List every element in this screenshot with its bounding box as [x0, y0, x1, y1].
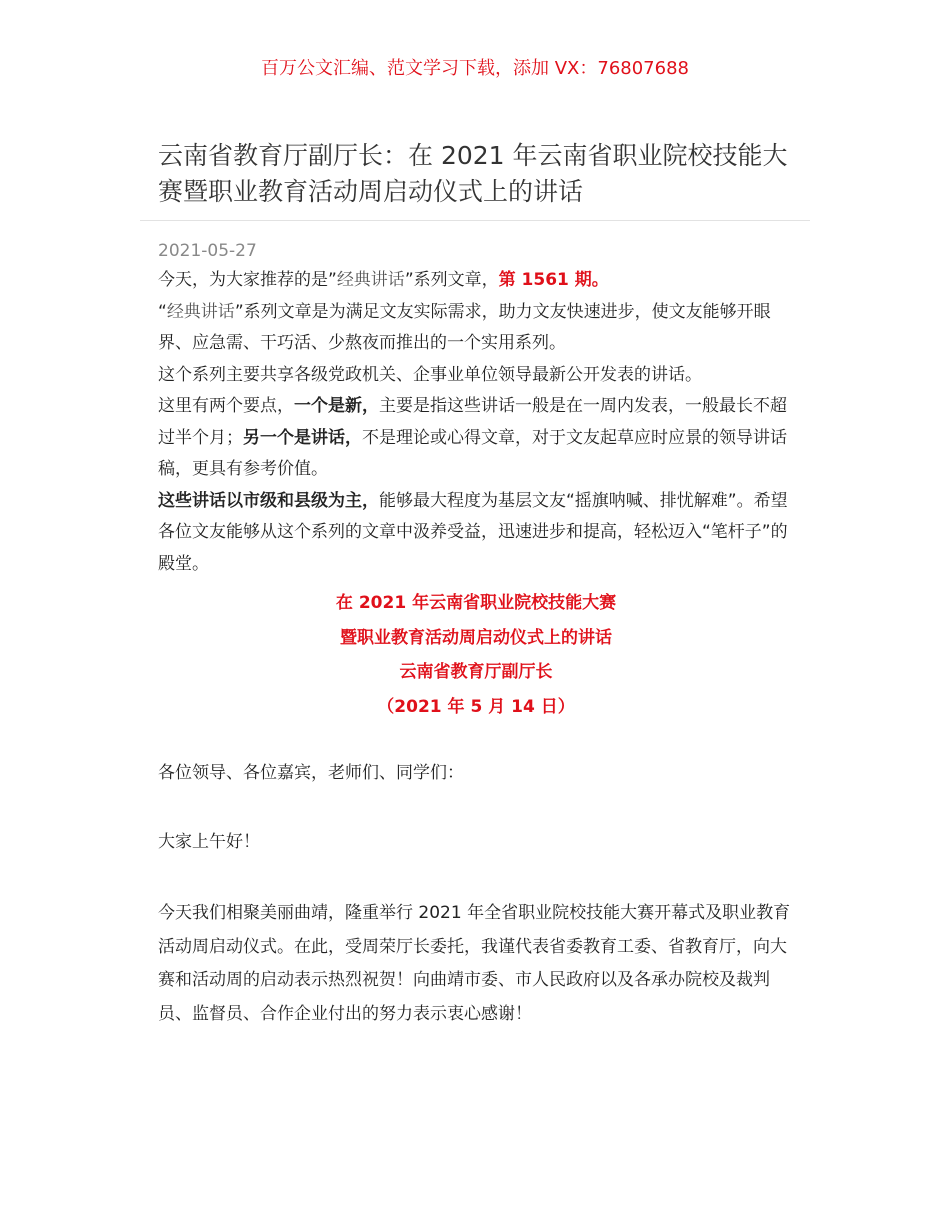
title-divider [140, 220, 810, 221]
speech-title-line-2: 暨职业教育活动周启动仪式上的讲话 [340, 627, 612, 648]
series-name: 经典讲话 [166, 301, 235, 322]
speech-greeting: 大家上午好！ [158, 832, 260, 852]
intro-section [158, 265, 794, 580]
intro-paragraph-3: 这个系列主要共享各级党政机关、企事业单位领导最新公开发表的讲话。 [158, 364, 702, 385]
intro-text: ”系列文章是为满足文友实际需求，助力文友快速进步，使文友能够开眼界、应急需、干巧活、少熬夜而推出的一个实用系列。 [158, 301, 771, 353]
emphasis-text: 这些讲话以市级和县级为主， [158, 490, 379, 511]
intro-paragraph-1 [158, 265, 794, 297]
speech-paragraph-1: 今天我们相聚美丽曲靖，隆重举行 2021 年全省职业院校技能大赛开幕式及职业教育活动周启动仪式。在此，受周荣厅长委托，我谨代表省委教育工委、省教育厅，向大赛和活动周的启动表示热烈祝贺！向曲靖市委、市人民政府以及各承办院校及裁判员、监督员、合作企业付出的努力表示衷心感谢！ [158, 903, 791, 1024]
emphasis-text: 另一个是讲话， [243, 427, 362, 448]
intro-text: “ [158, 301, 167, 322]
intro-text: 能够最大程度为基层文友“摇旗呐喊、排忧解难”。希望各位文友能够从这个系列的文章中汲养受益，迅速进步和提高，轻松迈入“笔杆子”的殿堂。 [158, 490, 788, 574]
speech-salutation-block [158, 757, 794, 791]
speech-body [158, 897, 794, 1031]
issue-number: 第 1561 期。 [498, 270, 609, 290]
promo-banner: 百万公文汇编、范文学习下载，添加 VX：76807688 [261, 58, 689, 79]
intro-text: 这里有两个要点， [158, 396, 294, 416]
speech-header [158, 586, 794, 724]
intro-paragraph-2 [158, 297, 794, 360]
speech-salutation: 各位领导、各位嘉宾，老师们、同学们： [158, 763, 464, 783]
article-title: 云南省教育厅副厅长：在 2021 年云南省职业院校技能大赛暨职业教育活动周启动仪式上的讲话 [158, 141, 788, 206]
intro-paragraph-4 [158, 391, 794, 486]
intro-paragraph-5 [158, 486, 794, 581]
series-name: 经典讲话 [336, 270, 405, 290]
emphasis-text: 一个是新， [294, 396, 379, 416]
speech-date: （2021 年 5 月 14 日） [377, 696, 575, 717]
intro-text: 不是理论或心得文章，对于文友起草应时应景的领导讲话稿，更具有参考价值。 [158, 427, 787, 479]
intro-text: ”系列文章， [404, 270, 499, 290]
speech-greeting-block [158, 826, 794, 860]
publish-date: 2021-05-27 [158, 241, 257, 261]
speech-title-line-1: 在 2021 年云南省职业院校技能大赛 [335, 593, 617, 613]
intro-text: 今天，为大家推荐的是” [158, 270, 337, 290]
intro-text: 主要是指这些讲话一般是在一周内发表，一般最长不超过半个月； [158, 396, 787, 448]
speaker-title: 云南省教育厅副厅长 [399, 662, 553, 682]
